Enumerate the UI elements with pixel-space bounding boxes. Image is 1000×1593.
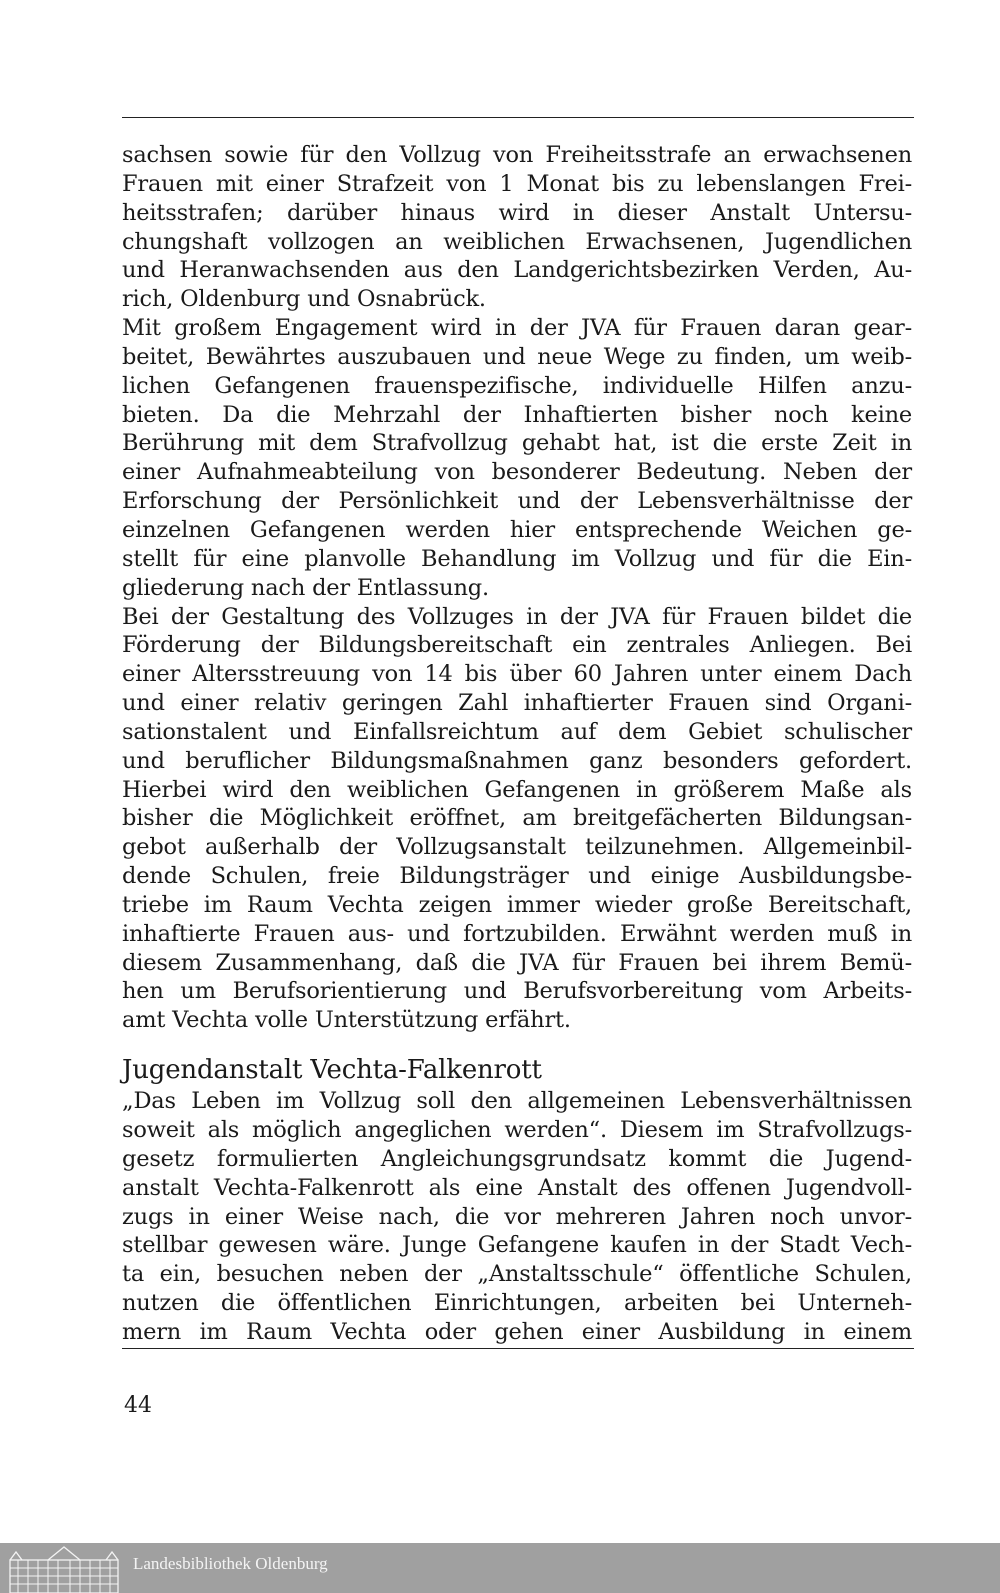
text-line: Erforschung der Persönlichkeit und der Lebensverhältnisse der (122, 488, 912, 515)
text-line: triebe im Raum Vechta zeigen immer wieder große Bereitschaft, (122, 891, 912, 918)
text-line: einzelnen Gefangenen werden hier entsprechende Weichen ge- (122, 516, 912, 543)
text-line: gliederung nach der Entlassung. (122, 574, 489, 601)
text-line: Frauen mit einer Strafzeit von 1 Monat bis zu lebenslangen Frei- (122, 170, 912, 197)
text-line: Förderung der Bildungsbereitschaft ein zentrales Anliegen. Bei (122, 632, 912, 659)
text-line: lichen Gefangenen frauenspezifische, individuelle Hilfen anzu- (122, 372, 912, 399)
text-line: mern im Raum Vechta oder gehen einer Ausbildung in einem (122, 1318, 912, 1345)
text-line: „Das Leben im Vollzug soll den allgemeinen Lebensverhältnissen (122, 1088, 912, 1115)
library-name: Landesbibliothek Oldenburg (133, 1554, 328, 1573)
section-heading: Jugendanstalt Vechta-Falkenrott (122, 1055, 542, 1086)
text-line: soweit als möglich angeglichen werden“. Diesem im Strafvollzugs- (122, 1117, 912, 1143)
text-line: ta ein, besuchen neben der „Anstaltsschule“ öffentliche Schulen, (122, 1261, 912, 1288)
bottom-rule (122, 1348, 914, 1349)
text-line: gesetz formulierten Angleichungsgrundsatz kommt die Jugend- (122, 1145, 912, 1172)
text-line: stellbar gewesen wäre. Junge Gefangene kaufen in der Stadt Vech- (122, 1232, 912, 1259)
text-line: diesem Zusammenhang, daß die JVA für Frauen bei ihrem Bemü- (122, 949, 912, 976)
text-line: Berührung mit dem Strafvollzug gehabt hat, ist die erste Zeit in (122, 430, 912, 457)
text-line: Bei der Gestaltung des Vollzuges in der JVA für Frauen bildet die (122, 603, 912, 630)
top-rule (122, 117, 914, 118)
text-line: zugs in einer Weise nach, die vor mehreren Jahren noch unvor- (122, 1203, 912, 1230)
text-line: amt Vechta volle Unterstützung erfährt. (122, 1007, 571, 1034)
text-line: Hierbei wird den weiblichen Gefangenen in größerem Maße als (122, 776, 912, 803)
text-line: und einer relativ geringen Zahl inhaftierter Frauen sind Organi- (122, 690, 912, 717)
text-line: nutzen die öffentlichen Einrichtungen, arbeiten bei Unterneh- (122, 1290, 912, 1317)
text-line: heitsstrafen; darüber hinaus wird in dieser Anstalt Untersu- (122, 199, 912, 226)
text-line: anstalt Vechta-Falkenrott als eine Anstalt des offenen Jugendvoll- (122, 1174, 912, 1201)
text-line: chungshaft vollzogen an weiblichen Erwachsenen, Jugendlichen (122, 228, 912, 255)
text-line: bieten. Da die Mehrzahl der Inhaftierten bisher noch keine (122, 401, 912, 428)
text-line: und beruflicher Bildungsmaßnahmen ganz besonders gefordert. (122, 747, 912, 774)
text-line: bisher die Möglichkeit eröffnet, am breitgefächerten Bildungsan- (122, 805, 912, 832)
text-line: dende Schulen, freie Bildungsträger und einige Ausbildungsbe- (122, 863, 912, 890)
text-line: rich, Oldenburg und Osnabrück. (122, 286, 486, 313)
text-line: sationstalent und Einfallsreichtum auf dem Gebiet schulischer (122, 718, 912, 745)
text-line: und Heranwachsenden aus den Landgerichtsbezirken Verden, Au- (122, 257, 912, 284)
text-line: einer Aufnahmeabteilung von besonderer Bedeutung. Neben der (122, 459, 912, 486)
body-text (122, 141, 912, 1347)
text-line: inhaftierte Frauen aus- und fortzubilden. Erwähnt werden muß in (122, 920, 912, 947)
footer-bar (0, 1543, 1000, 1593)
text-line: Mit großem Engagement wird in der JVA für Frauen daran gear- (122, 315, 912, 342)
text-line: beitet, Bewährtes auszubauen und neue Wege zu finden, um weib- (122, 343, 912, 370)
library-building-logo (8, 1546, 120, 1593)
text-line: gebot außerhalb der Vollzugsanstalt teilzunehmen. Allgemeinbil- (122, 834, 912, 861)
text-line: einer Altersstreuung von 14 bis über 60 Jahren unter einem Dach (122, 661, 912, 688)
text-line: stellt für eine planvolle Behandlung im Vollzug und für die Ein- (122, 545, 912, 572)
text-line: sachsen sowie für den Vollzug von Freiheitsstrafe an erwachsenen (122, 142, 912, 168)
page-number: 44 (124, 1393, 152, 1418)
text-line: hen um Berufsorientierung und Berufsvorbereitung vom Arbeits- (122, 978, 912, 1005)
